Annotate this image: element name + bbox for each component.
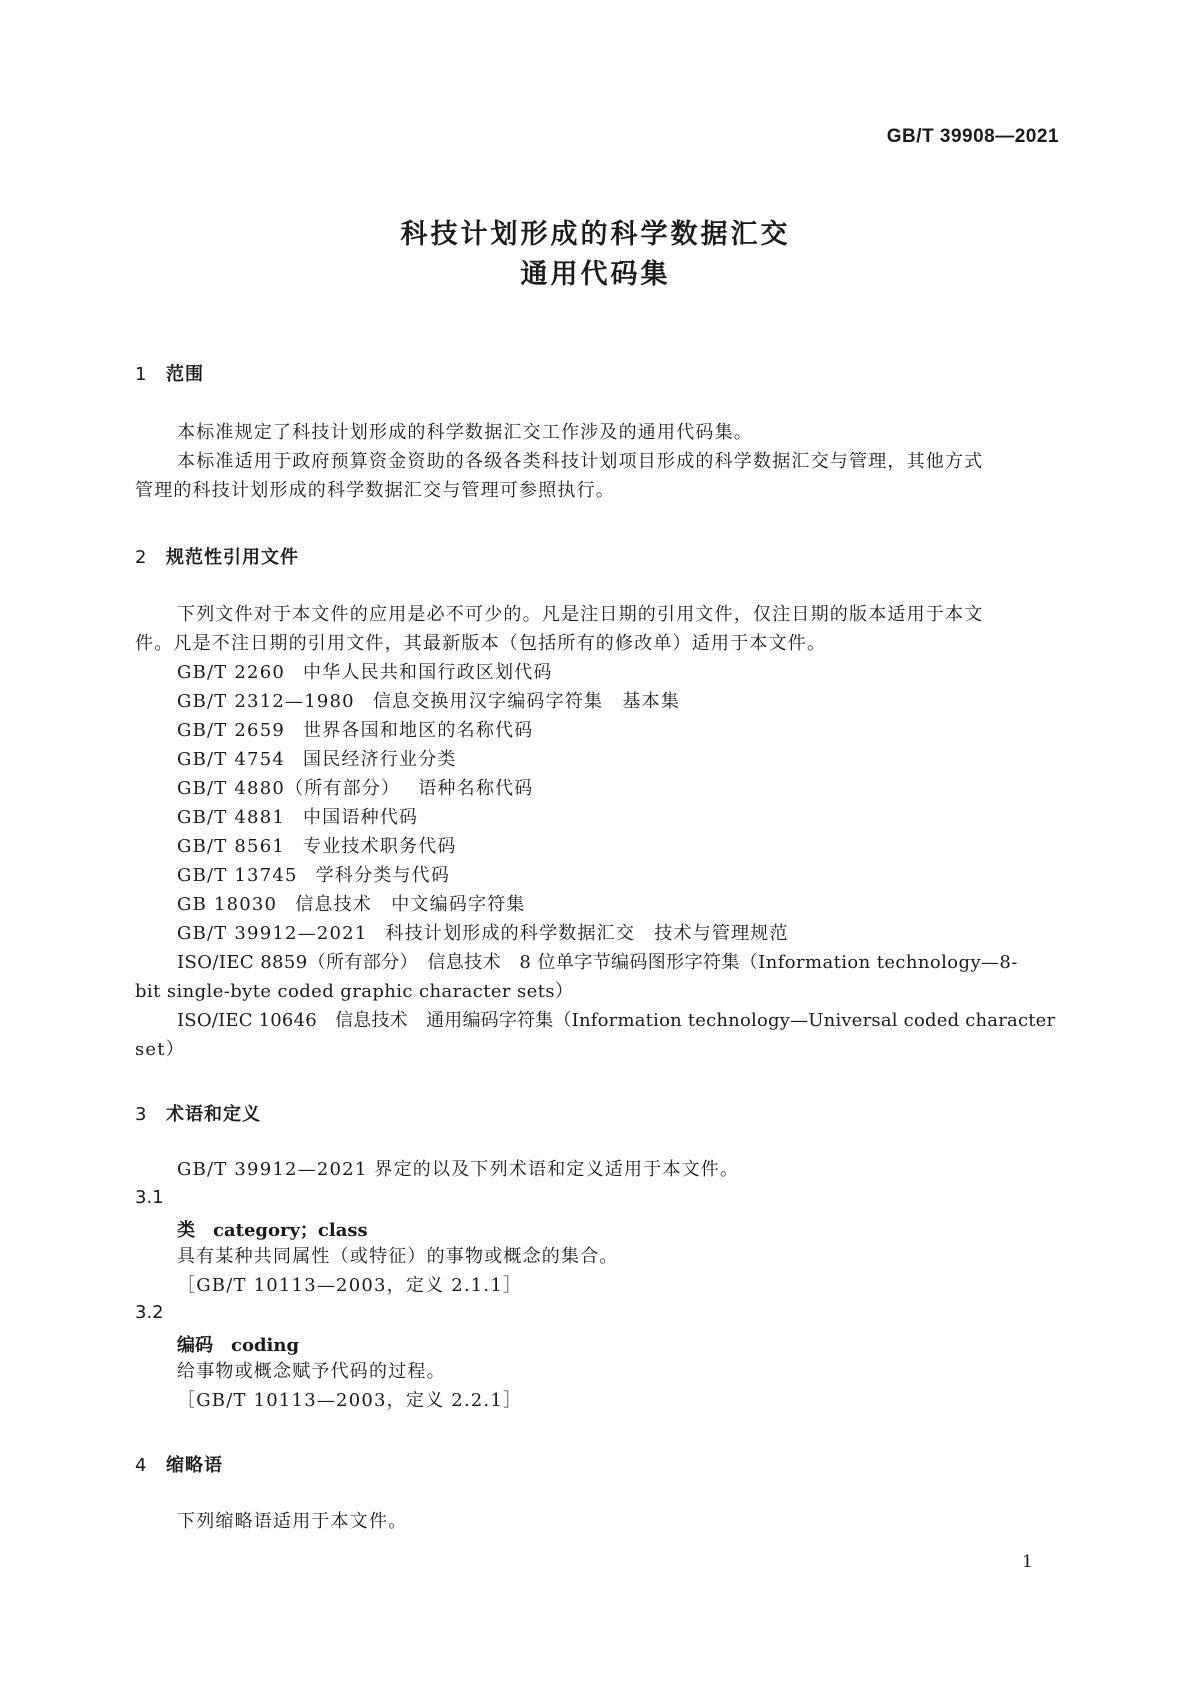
section-2-heading bbox=[135, 543, 299, 569]
paragraph: 件。凡是不注日期的引用文件，其最新版本（包括所有的修改单）适用于本文件。 bbox=[135, 633, 827, 654]
reference-title: 信息技术 中文编码字符集 bbox=[295, 894, 526, 915]
term-zh: 类 bbox=[177, 1220, 195, 1241]
section-title: 缩略语 bbox=[166, 1455, 223, 1476]
reference-item bbox=[177, 803, 418, 832]
reference-title: 中国语种代码 bbox=[303, 807, 419, 828]
standard-number: GB/T 39908—2021 bbox=[886, 126, 1059, 147]
section-number: 3 bbox=[135, 1104, 148, 1125]
reference-item-iso10646-cont: set） bbox=[135, 1039, 185, 1060]
reference-code: GB/T 39912—2021 bbox=[177, 923, 368, 944]
section-1-heading bbox=[135, 360, 204, 386]
section-title: 术语和定义 bbox=[166, 1104, 261, 1125]
paragraph: GB/T 39912—2021 界定的以及下列术语和定义适用于本文件。 bbox=[177, 1159, 740, 1180]
section-number: 2 bbox=[135, 547, 148, 568]
reference-item bbox=[177, 832, 457, 861]
reference-item-iso8859: ISO/IEC 8859（所有部分） 信息技术 8 位单字节编码图形字符集（Information technology—8- bbox=[177, 952, 1018, 973]
document-title-line1: 科技计划形成的科学数据汇交 bbox=[400, 219, 791, 250]
reference-title: 科技计划形成的科学数据汇交 技术与管理规范 bbox=[385, 923, 789, 944]
reference-item bbox=[177, 745, 457, 774]
paragraph: 管理的科技计划形成的科学数据汇交与管理可参照执行。 bbox=[135, 480, 615, 501]
term-number: 3.1 bbox=[135, 1187, 164, 1208]
reference-item bbox=[177, 716, 533, 745]
reference-item bbox=[177, 658, 553, 687]
reference-code: GB/T 2659 bbox=[177, 720, 286, 741]
reference-title: 中华人民共和国行政区划代码 bbox=[303, 662, 553, 683]
page-number: 1 bbox=[1022, 1552, 1033, 1572]
reference-title: 语种名称代码 bbox=[418, 778, 534, 799]
paragraph: 下列文件对于本文件的应用是必不可少的。凡是注日期的引用文件，仅注日期的版本适用于本文 bbox=[177, 604, 984, 625]
reference-item bbox=[177, 861, 450, 890]
term-source: ［GB/T 10113—2003，定义 2.2.1］ bbox=[177, 1390, 523, 1411]
term-en: coding bbox=[231, 1335, 300, 1356]
reference-item bbox=[177, 919, 789, 948]
reference-title: 学科分类与代码 bbox=[315, 865, 451, 886]
paragraph: 本标准规定了科技计划形成的科学数据汇交工作涉及的通用代码集。 bbox=[177, 422, 753, 443]
reference-title: 信息交换用汉字编码字符集 基本集 bbox=[372, 691, 681, 712]
reference-code: GB/T 13745 bbox=[177, 865, 298, 886]
reference-item bbox=[177, 890, 526, 919]
section-number: 1 bbox=[135, 364, 148, 385]
reference-code: GB 18030 bbox=[177, 894, 278, 915]
section-number: 4 bbox=[135, 1455, 148, 1476]
term-en: category；class bbox=[213, 1220, 368, 1241]
section-4-heading bbox=[135, 1451, 223, 1477]
paragraph: 下列缩略语适用于本文件。 bbox=[177, 1511, 408, 1532]
reference-title: 国民经济行业分类 bbox=[303, 749, 457, 770]
term-definition: 具有某种共同属性（或特征）的事物或概念的集合。 bbox=[177, 1246, 619, 1267]
term-zh: 编码 bbox=[177, 1335, 213, 1356]
reference-item-iso10646: ISO/IEC 10646 信息技术 通用编码字符集（Information technology—Universal coded character bbox=[177, 1010, 1056, 1031]
reference-code: GB/T 4754 bbox=[177, 749, 286, 770]
term-number: 3.2 bbox=[135, 1302, 164, 1323]
term-entry bbox=[177, 1216, 368, 1242]
section-title: 范围 bbox=[166, 364, 204, 385]
section-title: 规范性引用文件 bbox=[166, 547, 299, 568]
reference-title: 世界各国和地区的名称代码 bbox=[303, 720, 534, 741]
reference-item bbox=[177, 687, 680, 716]
reference-code: GB/T 2260 bbox=[177, 662, 286, 683]
term-entry bbox=[177, 1331, 299, 1357]
term-source: ［GB/T 10113—2003，定义 2.1.1］ bbox=[177, 1275, 523, 1296]
document-title-line2: 通用代码集 bbox=[520, 259, 671, 290]
reference-code: GB/T 8561 bbox=[177, 836, 286, 857]
reference-code: GB/T 2312—1980 bbox=[177, 691, 355, 712]
paragraph: 本标准适用于政府预算资金资助的各级各类科技计划项目形成的科学数据汇交与管理，其他方式 bbox=[177, 451, 984, 472]
reference-item bbox=[177, 774, 533, 803]
reference-item-iso8859-cont: bit single-byte coded graphic character sets） bbox=[135, 981, 574, 1002]
reference-title: 专业技术职务代码 bbox=[303, 836, 457, 857]
term-definition: 给事物或概念赋予代码的过程。 bbox=[177, 1361, 446, 1382]
section-3-heading bbox=[135, 1100, 261, 1126]
reference-code: GB/T 4881 bbox=[177, 807, 286, 828]
reference-code: GB/T 4880（所有部分） bbox=[177, 778, 401, 799]
